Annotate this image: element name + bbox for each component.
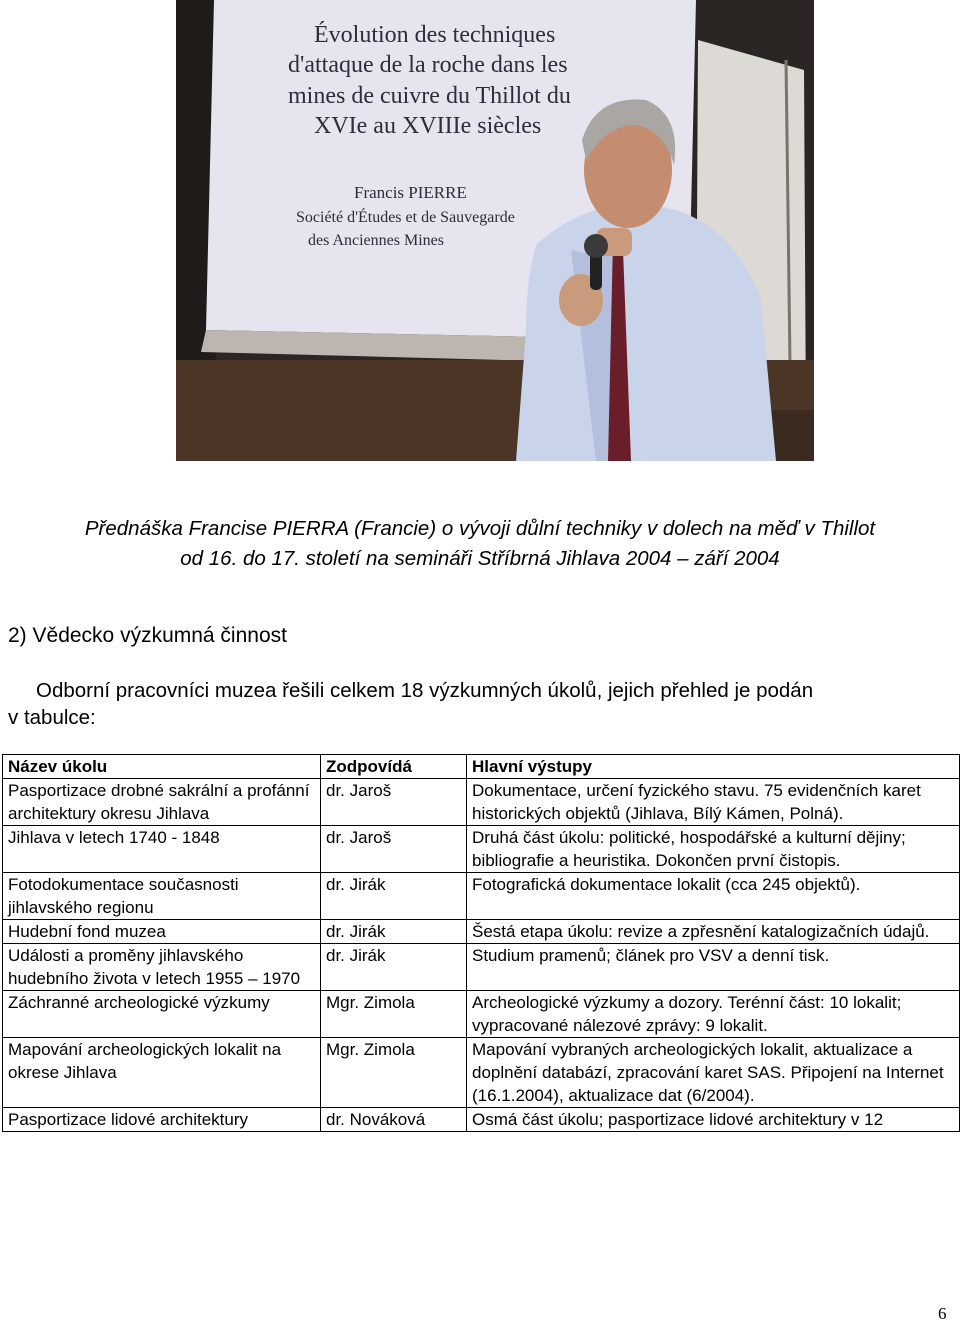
slide-title-line-4: XVIe au XVIIIe siècles [314, 113, 542, 139]
task-responsible: dr. Jirák [321, 944, 467, 991]
slide-title-line-1: Évolution des techniques [314, 22, 556, 48]
task-name: Jihlava v letech 1740 - 1848 [3, 826, 321, 873]
task-responsible: Mgr. Zimola [321, 1038, 467, 1108]
table-row [3, 944, 960, 991]
task-output: Druhá část úkolu: politické, hospodářské a kulturní dějiny; bibliografie a heuristika. Dokončen první čistopis. [467, 826, 960, 873]
intro-line-2: v tabulce: [8, 706, 96, 729]
task-name: Události a proměny jihlavského hudebního života v letech 1955 – 1970 [3, 944, 321, 991]
task-output: Fotografická dokumentace lokalit (cca 245 objektů). [467, 873, 960, 920]
caption-line-1: Přednáška Francise PIERRA (Francie) o vývoji důlní techniky v dolech na měď v Thillot [84, 517, 876, 540]
slide-author: Francis PIERRE [354, 183, 467, 202]
slide-title-line-2: d'attaque de la roche dans les [288, 52, 568, 78]
lecture-photo [176, 0, 814, 461]
task-responsible: dr. Jirák [321, 920, 467, 944]
task-output: Mapování vybraných archeologických lokalit, aktualizace a doplnění databází, zpracování karet SAS. Připojení na Internet (16.1.2004), aktualizace dat (6/2004). [467, 1038, 960, 1108]
slide-title-line-3: mines de cuivre du Thillot du [288, 83, 571, 109]
section-heading: 2) Vědecko výzkumná činnost [8, 624, 287, 647]
task-output: Šestá etapa úkolu: revize a zpřesnění katalogizačních údajů. [467, 920, 960, 944]
page-number: 6 [938, 1304, 947, 1323]
table-header-row [3, 755, 960, 779]
task-output: Dokumentace, určení fyzického stavu. 75 evidenčních karet historických objektů (Jihlava, Bílý Kámen, Polná). [467, 779, 960, 826]
table-row [3, 873, 960, 920]
task-responsible: dr. Nováková [321, 1108, 467, 1132]
slide-affiliation-2: des Anciennes Mines [308, 232, 444, 249]
task-name: Hudební fond muzea [3, 920, 321, 944]
task-output: Studium pramenů; článek pro VSV a denní tisk. [467, 944, 960, 991]
task-name: Mapování archeologických lokalit na okrese Jihlava [3, 1038, 321, 1108]
task-responsible: dr. Jaroš [321, 779, 467, 826]
task-responsible: Mgr. Zimola [321, 991, 467, 1038]
photo-caption [0, 514, 960, 574]
table-row [3, 920, 960, 944]
table-row [3, 991, 960, 1038]
caption-line-2: od 16. do 17. století na semináři Stříbrná Jihlava 2004 – září 2004 [180, 547, 780, 570]
task-name: Záchranné archeologické výzkumy [3, 991, 321, 1038]
lecture-photo-graphic [176, 0, 814, 461]
task-output: Osmá část úkolu; pasportizace lidové architektury v 12 [467, 1108, 960, 1132]
task-output: Archeologické výzkumy a dozory. Terénní část: 10 lokalit; vypracované nálezové zprávy: 9 lokalit. [467, 991, 960, 1038]
research-tasks-table [2, 754, 960, 1132]
intro-paragraph [8, 677, 953, 731]
header-responsible: Zodpovídá [321, 755, 467, 779]
task-name: Pasportizace lidové architektury [3, 1108, 321, 1132]
task-name: Pasportizace drobné sakrální a profánní architektury okresu Jihlava [3, 779, 321, 826]
slide-affiliation-1: Société d'Études et de Sauvegarde [296, 209, 515, 226]
table-row [3, 826, 960, 873]
task-responsible: dr. Jirák [321, 873, 467, 920]
header-task-name: Název úkolu [3, 755, 321, 779]
header-main-outputs: Hlavní výstupy [467, 755, 960, 779]
task-name: Fotodokumentace současnosti jihlavského regionu [3, 873, 321, 920]
table-row [3, 1108, 960, 1132]
table-row [3, 1038, 960, 1108]
table-row [3, 779, 960, 826]
task-responsible: dr. Jaroš [321, 826, 467, 873]
intro-line-1: Odborní pracovníci muzea řešili celkem 18 výzkumných úkolů, jejich přehled je podán [36, 679, 814, 702]
